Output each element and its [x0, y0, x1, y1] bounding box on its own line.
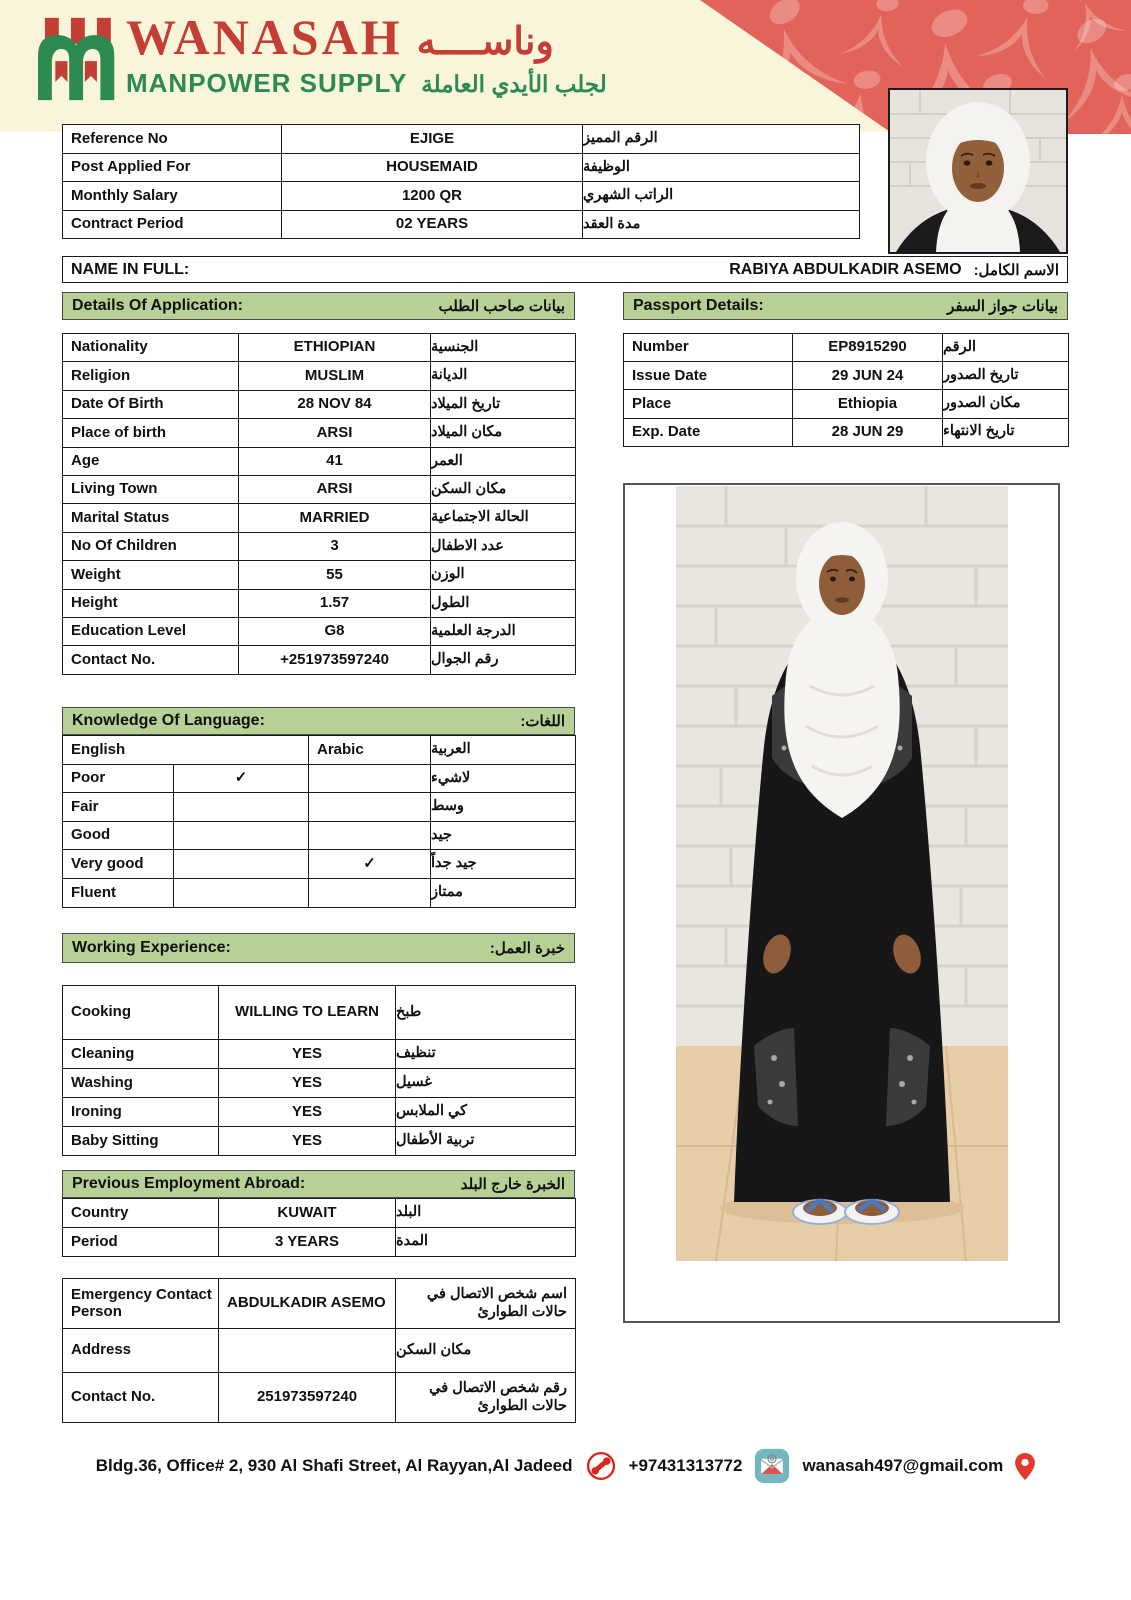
- field-label: Period: [63, 1228, 219, 1257]
- arabic-checkmark: [309, 879, 431, 908]
- field-value: MARRIED: [239, 504, 431, 532]
- language-level: Fair: [63, 793, 174, 822]
- field-label-arabic: تاريخ الميلاد: [431, 391, 576, 419]
- field-value: EJIGE: [282, 125, 583, 154]
- field-label-arabic: الجنسية: [431, 334, 576, 362]
- skill-label: Cleaning: [63, 1040, 219, 1069]
- field-label: Contact No.: [63, 646, 239, 674]
- field-label-arabic: المدة: [396, 1228, 576, 1257]
- field-label-arabic: مكان الصدور: [943, 390, 1069, 418]
- field-value: G8: [239, 618, 431, 646]
- field-label: Contact No.: [63, 1373, 219, 1423]
- skill-label-arabic: طبخ: [396, 986, 576, 1040]
- level-label-arabic: جيد جداً: [431, 850, 576, 879]
- section-title-arabic: خبرة العمل:: [489, 940, 565, 957]
- arabic-checkmark: [309, 765, 431, 794]
- field-value: 41: [239, 448, 431, 476]
- office-address: Bldg.36, Office# 2, 930 Al Shafi Street, Al Rayyan,Al Jadeed: [95, 1456, 573, 1475]
- english-checkmark: [174, 850, 309, 879]
- field-label-arabic: الحالة الاجتماعية: [431, 504, 576, 532]
- phone-icon: [585, 1450, 617, 1482]
- field-label-arabic: الرقم: [943, 334, 1069, 362]
- field-label-arabic: الرقم المميز: [583, 125, 860, 154]
- field-label: Exp. Date: [624, 419, 793, 447]
- field-value: HOUSEMAID: [282, 154, 583, 183]
- field-label-arabic: الديانة: [431, 362, 576, 390]
- field-label-arabic: مدة العقد: [583, 211, 860, 240]
- skill-value: YES: [219, 1040, 396, 1069]
- footer-contact-bar: [0, 1448, 1131, 1484]
- field-label: Place: [624, 390, 793, 418]
- field-label-arabic: تاريخ الصدور: [943, 362, 1069, 390]
- field-value: EP8915290: [793, 334, 943, 362]
- field-value: 3: [239, 533, 431, 561]
- language-level: Good: [63, 822, 174, 851]
- field-value: 3 YEARS: [219, 1228, 396, 1257]
- field-label-arabic: العمر: [431, 448, 576, 476]
- field-label: Reference No: [63, 125, 282, 154]
- field-value: MUSLIM: [239, 362, 431, 390]
- name-label: NAME IN FULL:: [71, 260, 190, 278]
- field-label: Height: [63, 590, 239, 618]
- brand-tagline-arabic: لجلب الأيدي العاملة: [421, 70, 607, 97]
- field-label: Monthly Salary: [63, 182, 282, 211]
- section-title-arabic: اللغات:: [520, 713, 565, 730]
- details-of-application-header: [62, 292, 575, 320]
- skill-value: YES: [219, 1127, 396, 1156]
- field-label-arabic: رقم الجوال: [431, 646, 576, 674]
- previous-employment-header: [62, 1170, 575, 1198]
- skill-label-arabic: تربية الأطفال: [396, 1127, 576, 1156]
- field-value: [219, 1329, 396, 1373]
- working-experience-header: [62, 933, 575, 963]
- field-value: 28 JUN 29: [793, 419, 943, 447]
- skill-label-arabic: كي الملابس: [396, 1098, 576, 1127]
- arabic-checkmark: [309, 793, 431, 822]
- field-label-arabic: الراتب الشهري: [583, 182, 860, 211]
- language-table: [62, 735, 576, 908]
- office-email: wanasah497@gmail.com: [802, 1456, 1004, 1475]
- english-checkmark: [174, 822, 309, 851]
- brand-logo: [38, 9, 615, 102]
- section-title: Previous Employment Abroad:: [72, 1175, 306, 1192]
- field-label: Address: [63, 1329, 219, 1373]
- details-of-application-table: [62, 333, 576, 675]
- language-level: Fluent: [63, 879, 174, 908]
- level-label-arabic: ممتاز: [431, 879, 576, 908]
- field-label-arabic: عدد الاطفال: [431, 533, 576, 561]
- field-value: 251973597240: [219, 1373, 396, 1423]
- passport-details-header: [623, 292, 1068, 320]
- field-label-arabic: تاريخ الانتهاء: [943, 419, 1069, 447]
- name-in-full-row: [62, 256, 1068, 283]
- field-label: Age: [63, 448, 239, 476]
- wanasah-logo-icon: [38, 16, 116, 102]
- field-value: 02 YEARS: [282, 211, 583, 240]
- field-label: Number: [624, 334, 793, 362]
- field-label: Contract Period: [63, 211, 282, 240]
- applicant-full-photo: [623, 483, 1060, 1323]
- field-label-arabic: الطول: [431, 590, 576, 618]
- brand-tagline: MANPOWER SUPPLY: [126, 67, 408, 98]
- field-value: Ethiopia: [793, 390, 943, 418]
- section-title-arabic: بيانات جواز السفر: [947, 298, 1058, 315]
- skill-label: Cooking: [63, 986, 219, 1040]
- field-label: Religion: [63, 362, 239, 390]
- english-checkmark: [174, 793, 309, 822]
- skill-label-arabic: تنظيف: [396, 1040, 576, 1069]
- arabic-checkmark: ✓: [309, 850, 431, 879]
- field-value: 28 NOV 84: [239, 391, 431, 419]
- skill-label: Washing: [63, 1069, 219, 1098]
- language-column-arabic: Arabic: [309, 736, 431, 765]
- field-label-arabic: الدرجة العلمية: [431, 618, 576, 646]
- section-title-arabic: الخبرة خارج البلد: [460, 1176, 565, 1193]
- language-level: Very good: [63, 850, 174, 879]
- section-title: Passport Details:: [633, 297, 764, 314]
- skill-value: WILLING TO LEARN: [219, 986, 396, 1040]
- skill-value: YES: [219, 1069, 396, 1098]
- field-label: Date Of Birth: [63, 391, 239, 419]
- previous-employment-table: [62, 1198, 576, 1257]
- field-value: KUWAIT: [219, 1199, 396, 1228]
- field-label-arabic: الوزن: [431, 561, 576, 589]
- field-label: Place of birth: [63, 419, 239, 447]
- emergency-contact-table: [62, 1278, 576, 1423]
- working-experience-table: [62, 985, 576, 1156]
- arabic-checkmark: [309, 822, 431, 851]
- field-value: ABDULKADIR ASEMO: [219, 1279, 396, 1329]
- skill-value: YES: [219, 1098, 396, 1127]
- section-title: Details Of Application:: [72, 297, 243, 314]
- field-label: Issue Date: [624, 362, 793, 390]
- field-value: ARSI: [239, 476, 431, 504]
- language-column-arabic-label: العربية: [431, 736, 576, 765]
- field-value: +251973597240: [239, 646, 431, 674]
- level-label-arabic: جيد: [431, 822, 576, 851]
- field-label: Weight: [63, 561, 239, 589]
- field-label: Post Applied For: [63, 154, 282, 183]
- application-summary-table: [62, 124, 860, 239]
- section-title-arabic: بيانات صاحب الطلب: [438, 298, 565, 315]
- field-label-arabic: اسم شخص الاتصال في حالات الطوارئ: [396, 1279, 576, 1329]
- passport-details-table: [623, 333, 1069, 447]
- english-checkmark: [174, 879, 309, 908]
- field-label-arabic: مكان الميلاد: [431, 419, 576, 447]
- section-title: Knowledge Of Language:: [72, 712, 265, 729]
- field-value: 1200 QR: [282, 182, 583, 211]
- location-pin-icon: [1015, 1453, 1035, 1480]
- field-label: Emergency Contact Person: [63, 1279, 219, 1329]
- level-label-arabic: لاشيء: [431, 765, 576, 794]
- skill-label: Baby Sitting: [63, 1127, 219, 1156]
- section-title: Working Experience:: [72, 939, 231, 956]
- field-value: 1.57: [239, 590, 431, 618]
- field-label-arabic: البلد: [396, 1199, 576, 1228]
- skill-label-arabic: غسيل: [396, 1069, 576, 1098]
- brand-text: [126, 9, 615, 99]
- field-value: 55: [239, 561, 431, 589]
- field-value: ETHIOPIAN: [239, 334, 431, 362]
- office-phone: +97431313772: [628, 1456, 743, 1475]
- skill-label: Ironing: [63, 1098, 219, 1127]
- field-label-arabic: مكان السكن: [396, 1329, 576, 1373]
- language-column-english: English: [63, 736, 309, 765]
- name-label-arabic: الاسم الكامل:: [973, 261, 1059, 279]
- brand-name: WANASAH: [126, 9, 403, 65]
- field-label: Education Level: [63, 618, 239, 646]
- language-level: Poor: [63, 765, 174, 794]
- level-label-arabic: وسط: [431, 793, 576, 822]
- knowledge-of-language-header: [62, 707, 575, 735]
- field-label-arabic: رقم شخص الاتصال في حالات الطوارئ: [396, 1373, 576, 1423]
- email-icon: [754, 1448, 790, 1484]
- field-label-arabic: مكان السكن: [431, 476, 576, 504]
- applicant-headshot-photo: [888, 88, 1068, 254]
- field-label-arabic: الوظيفة: [583, 154, 860, 183]
- field-label: Country: [63, 1199, 219, 1228]
- field-label: Nationality: [63, 334, 239, 362]
- english-checkmark: ✓: [174, 765, 309, 794]
- field-label: Living Town: [63, 476, 239, 504]
- field-value: ARSI: [239, 419, 431, 447]
- field-label: Marital Status: [63, 504, 239, 532]
- field-label: No Of Children: [63, 533, 239, 561]
- applicant-full-name: RABIYA ABDULKADIR ASEMO: [729, 260, 962, 278]
- brand-name-arabic: وناســــه: [416, 21, 554, 63]
- field-value: 29 JUN 24: [793, 362, 943, 390]
